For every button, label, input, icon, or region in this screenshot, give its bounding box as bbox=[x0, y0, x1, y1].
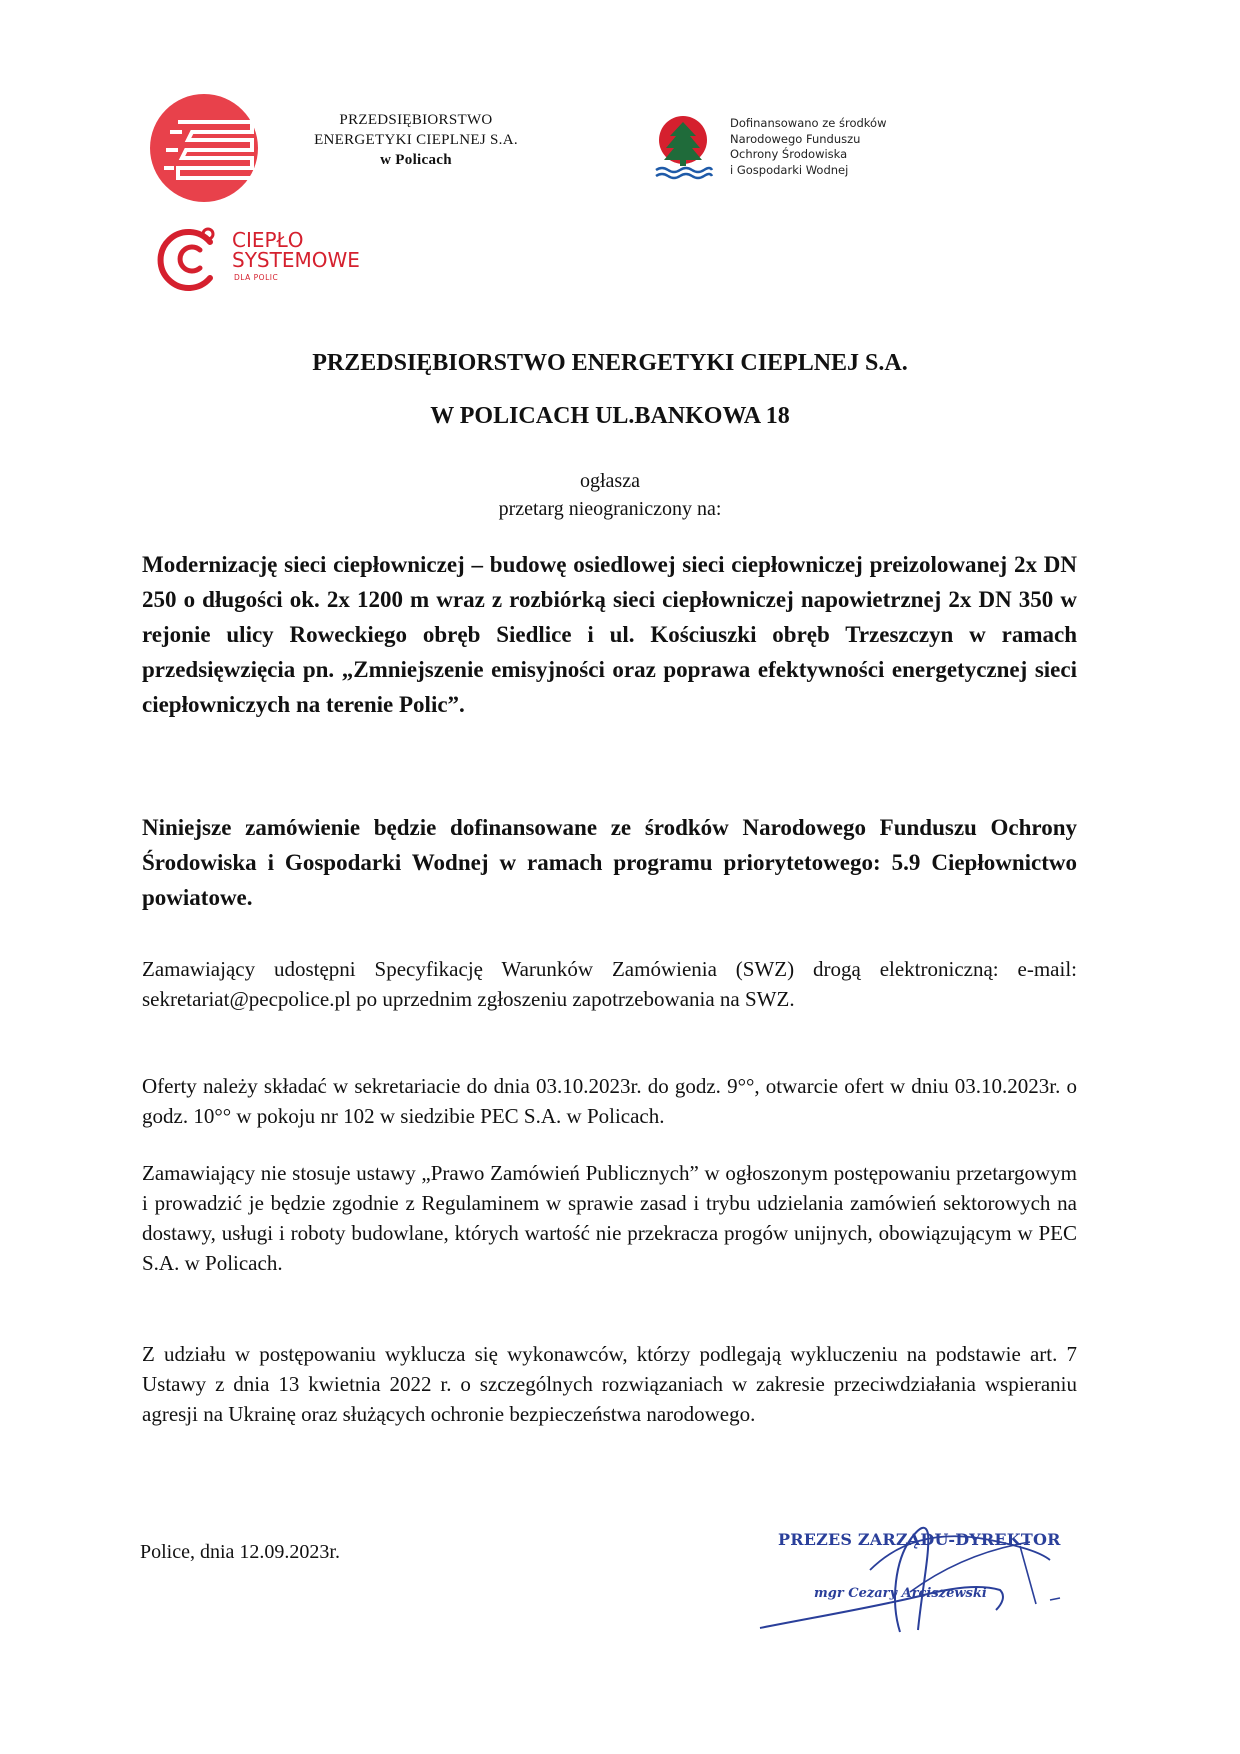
nfosigw-logo-icon bbox=[652, 114, 714, 182]
company-name-line1: PRZEDSIĘBIORSTWO bbox=[339, 112, 493, 128]
cofinancing-logo bbox=[652, 114, 932, 186]
handwritten-signature-icon bbox=[750, 1500, 1080, 1650]
exclusion-clause: Z udziału w postępowaniu wyklucza się wykonawców, którzy podlegają wykluczeniu na podstawie art. 7 Ustawy z dnia 13 kwietnia 2022 r. o szczególnych rozwiązaniach w zakresie przeciwdziałania wspieraniu agresji na Ukrainę oraz służących ochronie bezpieczeństwa narodowego. bbox=[142, 1342, 1077, 1426]
cofinancing-line: Dofinansowano ze środków bbox=[730, 116, 887, 130]
company-name bbox=[266, 110, 566, 170]
pec-circle-logo-icon bbox=[148, 92, 260, 204]
cofinancing-text bbox=[730, 116, 950, 178]
announcement-verb: ogłasza bbox=[580, 470, 640, 492]
swz-availability: Zamawiający udostępni Specyfikację Warunków Zamówienia (SWZ) drogą elektroniczną: e-mail: sekretariat@pecpolice.pl po uprzednim zgłoszeniu zapotrzebowania na SWZ. bbox=[142, 957, 1077, 1011]
cieplo-systemowe-logo-icon bbox=[156, 222, 224, 294]
stamp-person: mgr Cezary Arciszewski bbox=[814, 1586, 987, 1601]
brand-name-line2: SYSTEMOWE bbox=[232, 248, 360, 272]
funding-note: Niniejsze zamówienie będzie dofinansowane ze środków Narodowego Funduszu Ochrony Środowiska i Gospodarki Wodnej w ramach programu priorytetowego: 5.9 Ciepłownictwo powiatowe. bbox=[142, 815, 1077, 910]
tender-subject: Modernizację sieci ciepłowniczej – budowę osiedlowej sieci ciepłowniczej preizolowanej 2x DN 250 o długości ok. 2x 1200 m wraz z rozbiórką sieci ciepłowniczej napowietrznej 2x DN 350 w rejonie ulicy Roweckiego obręb Siedlice i ul. Kościuszki obręb Trzeszczyn w ramach przedsięwzięcia pn. „Zmniejszenie emisyjności oraz poprawa efektywności energetycznej sieci ciepłowniczych na terenie Polic”. bbox=[142, 552, 1077, 717]
cofinancing-line: Narodowego Funduszu bbox=[730, 131, 861, 146]
signature-stamp bbox=[750, 1500, 1080, 1650]
procurement-rules: Zamawiający nie stosuje ustawy „Prawo Zamówień Publicznych” w ogłoszonym postępowaniu przetargowym i prowadzić je będzie zgodnie z Regulaminem w sprawie zasad i trybu udzielania zamówień sektorowych na dostawy, usługi i roboty budowlane, których wartość nie przekracza progów unijnych, obowiązującym w PEC S.A. w Policach. bbox=[142, 1161, 1077, 1275]
brand-name-line1: CIEPŁO bbox=[232, 228, 304, 252]
stamp-role: PREZES ZARZĄDU-DYREKTOR bbox=[778, 1530, 1061, 1549]
document-title-line2: W POLICACH UL.BANKOWA 18 bbox=[430, 403, 790, 429]
document-title-line1: PRZEDSIĘBIORSTWO ENERGETYKI CIEPLNEJ S.A. bbox=[312, 350, 908, 376]
cofinancing-line: i Gospodarki Wodnej bbox=[730, 162, 849, 177]
brand-name bbox=[232, 230, 360, 270]
place-and-date: Police, dnia 12.09.2023r. bbox=[140, 1541, 340, 1563]
company-name-line3: w Policach bbox=[380, 152, 452, 168]
cofinancing-line: Ochrony Środowiska bbox=[730, 147, 848, 161]
company-name-line2: ENERGETYKI CIEPLNEJ S.A. bbox=[314, 132, 518, 148]
tender-type: przetarg nieograniczony na: bbox=[498, 498, 722, 520]
offer-deadline: Oferty należy składać w sekretariacie do dnia 03.10.2023r. do godz. 9°°, otwarcie ofert w dniu 03.10.2023r. o godz. 10°° w pokoju nr 102 w siedzibie PEC S.A. w Policach. bbox=[142, 1074, 1077, 1128]
cieplo-systemowe-logo bbox=[156, 222, 396, 294]
pec-logo bbox=[148, 92, 528, 204]
brand-subtitle: DLA POLIC bbox=[234, 273, 279, 282]
